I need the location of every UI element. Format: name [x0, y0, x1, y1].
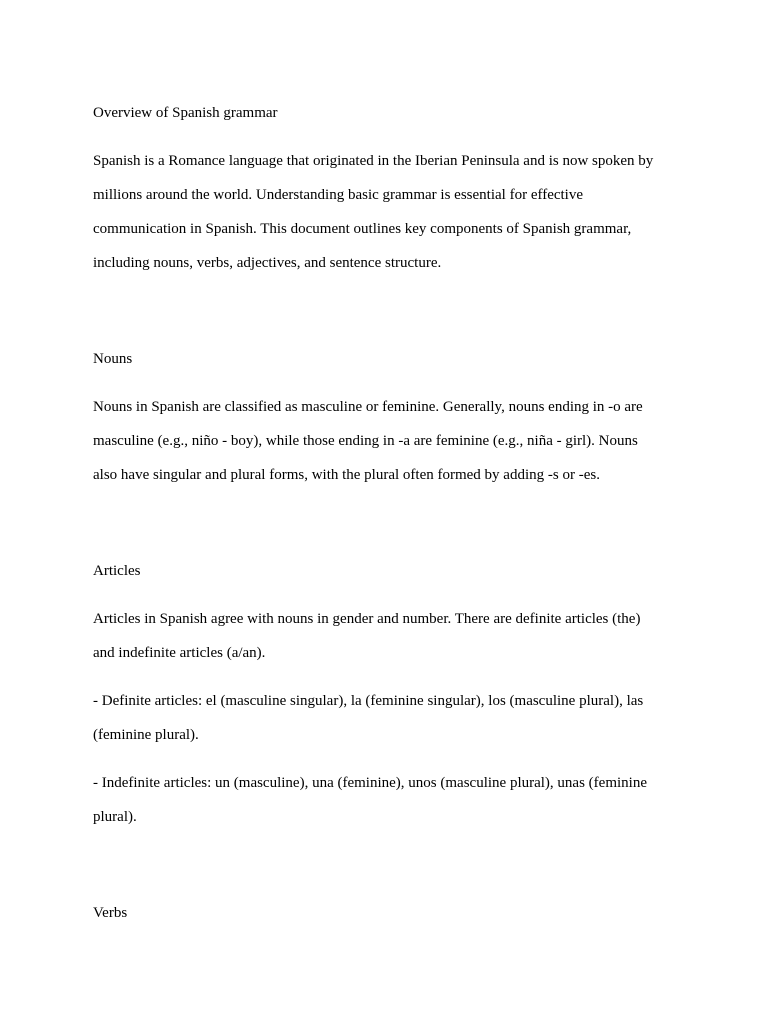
document-title [93, 96, 683, 130]
definite-articles-item [93, 684, 683, 752]
intro-line: Spanish is a Romance language that originated in the Iberian Peninsula and is now spoken by [93, 153, 654, 169]
articles-intro-paragraph [93, 602, 683, 670]
indefinite-articles-line: plural). [93, 809, 137, 825]
nouns-line: masculine (e.g., niño - boy), while those ending in -a are feminine (e.g., niña - girl). Nouns [93, 433, 638, 449]
nouns-line: also have singular and plural forms, with the plural often formed by adding -s or -es. [93, 467, 600, 483]
verbs-heading-text: Verbs [93, 905, 128, 921]
indefinite-articles-line: - Indefinite articles: un (masculine), una (feminine), unos (masculine plural), unas (feminine [93, 775, 647, 791]
articles-intro-line: and indefinite articles (a/an). [93, 645, 266, 661]
indefinite-articles-item [93, 766, 683, 834]
intro-line: communication in Spanish. This document outlines key components of Spanish grammar, [93, 221, 632, 237]
intro-paragraph [93, 144, 683, 280]
intro-line: millions around the world. Understanding basic grammar is essential for effective [93, 187, 584, 203]
nouns-paragraph [93, 390, 683, 492]
nouns-heading [93, 342, 683, 376]
articles-heading-text: Articles [93, 563, 141, 579]
document-body [93, 96, 683, 930]
intro-line: including nouns, verbs, adjectives, and sentence structure. [93, 255, 442, 271]
verbs-heading [93, 896, 683, 930]
articles-heading [93, 554, 683, 588]
articles-intro-line: Articles in Spanish agree with nouns in gender and number. There are definite articles (the) [93, 611, 641, 627]
nouns-line: Nouns in Spanish are classified as masculine or feminine. Generally, nouns ending in -o are [93, 399, 643, 415]
definite-articles-line: (feminine plural). [93, 727, 199, 743]
nouns-heading-text: Nouns [93, 351, 133, 367]
title-text: Overview of Spanish grammar [93, 105, 278, 121]
definite-articles-line: - Definite articles: el (masculine singular), la (feminine singular), los (masculine plural), las [93, 693, 644, 709]
